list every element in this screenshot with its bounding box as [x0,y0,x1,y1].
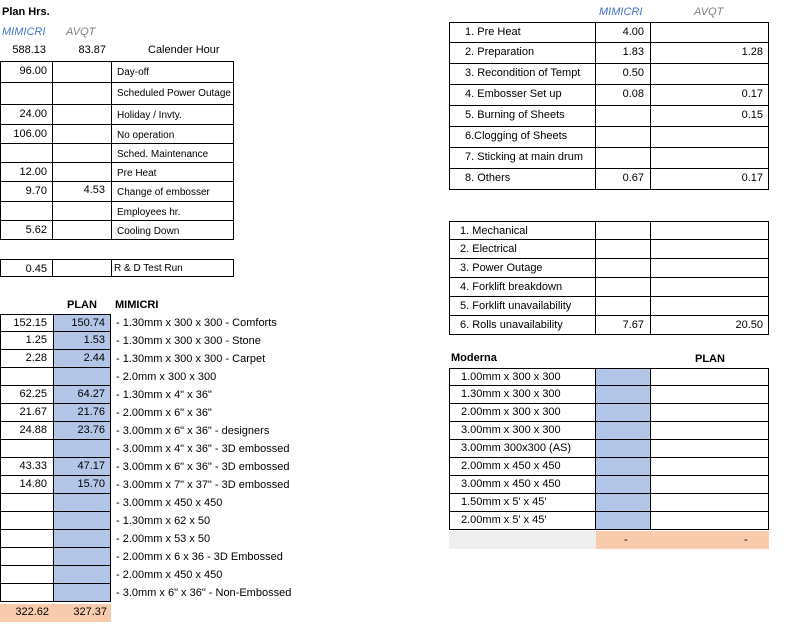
hours-mimicri-cell: 12.00 [0,163,53,182]
production-plan-header: PLAN [67,299,97,311]
delay-mimicri-cell: 1.83 [595,43,651,64]
hours-avqt-cell [52,163,112,182]
moderna-value-cell [650,404,769,422]
breakdown-label-cell: 2. Electrical [449,240,596,259]
delay-mimicri-cell [595,106,651,127]
delay-label-cell: 6.Clogging of Sheets [449,127,596,148]
delay-label-cell: 8. Others [449,169,596,190]
calendar-avqt-value: 83.87 [78,44,106,56]
moderna-size-cell: 3.00mm 300x300 (AS) [449,440,596,458]
production-plan-cell: 21.76 [53,404,111,422]
delay-avqt-cell: 0.17 [650,85,769,106]
production-actual-cell [0,548,53,566]
hours-label-cell: Pre Heat [111,163,234,182]
production-actual-cell: 43.33 [0,458,53,476]
hours-mimicri-cell [0,83,53,105]
moderna-plan-cell [595,512,651,530]
avqt-column-header: AVQT [66,26,96,38]
production-plan-cell [53,530,111,548]
breakdown-label-cell: 4. Forklift breakdown [449,278,596,297]
breakdown-label-cell: 1. Mechanical [449,221,596,240]
production-plan-cell: 23.76 [53,422,111,440]
hours-mimicri-cell: 24.00 [0,105,53,125]
rnd-label-cell: R & D Test Run [111,259,234,277]
production-plan-cell [53,440,111,458]
breakdown-avqt-cell [650,297,769,316]
delay-label-cell: 3. Recondition of Tempt [449,64,596,85]
delay-label-cell: 4. Embosser Set up [449,85,596,106]
plan-hrs-title: Plan Hrs. [2,6,50,18]
breakdown-avqt-cell: 20.50 [650,316,769,335]
delay-label-cell: 2. Preparation [449,43,596,64]
production-plan-cell [53,566,111,584]
production-label: - 3.0mm x 6" x 36" - Non-Embossed [116,587,292,599]
breakdown-label-cell: 5. Forklift unavailability [449,297,596,316]
production-actual-cell [0,566,53,584]
production-label: - 3.00mm x 450 x 450 [116,497,223,509]
production-label: - 3.00mm x 6" x 36" - 3D embossed [116,461,290,473]
calendar-hour-label: Calender Hour [148,44,220,56]
moderna-plan-cell [595,440,651,458]
breakdown-mimicri-cell [595,278,651,297]
moderna-value-cell [650,476,769,494]
production-label: - 1.30mm x 300 x 300 - Carpet [116,353,266,365]
right-mimicri-header: MIMICRI [599,6,643,18]
delay-avqt-cell [650,148,769,169]
moderna-size-cell: 1.00mm x 300 x 300 [449,368,596,386]
moderna-plan-cell [595,386,651,404]
moderna-value-cell [650,512,769,530]
breakdown-mimicri-cell [595,240,651,259]
moderna-size-cell: 2.00mm x 450 x 450 [449,458,596,476]
production-actual-cell: 62.25 [0,386,53,404]
delay-mimicri-cell: 4.00 [595,22,651,43]
delay-mimicri-cell [595,127,651,148]
delay-avqt-cell: 0.17 [650,169,769,190]
breakdown-mimicri-cell: 7.67 [595,316,651,335]
hours-avqt-cell [52,83,112,105]
breakdown-avqt-cell [650,278,769,297]
calendar-mimicri-value: 588.13 [12,44,46,56]
production-plan-cell: 2.44 [53,350,111,368]
production-plan-cell: 47.17 [53,458,111,476]
moderna-plan-cell [595,476,651,494]
hours-mimicri-cell: 5.62 [0,221,53,240]
production-plan-cell: 150.74 [53,314,111,332]
production-plan-cell [53,494,111,512]
production-total-plan: 327.37 [53,604,111,622]
moderna-size-cell: 3.00mm x 300 x 300 [449,422,596,440]
breakdown-avqt-cell [650,259,769,278]
moderna-size-cell: 1.50mm x 5' x 45' [449,494,596,512]
production-label: - 2.0mm x 300 x 300 [116,371,217,383]
hours-avqt-cell [52,144,112,163]
production-label: - 3.00mm x 6" x 36" - designers [116,425,270,437]
moderna-value-cell [650,386,769,404]
production-label: - 2.00mm x 6 x 36 - 3D Embossed [116,551,283,563]
hours-label-cell: Change of embosser [111,182,234,202]
production-label: - 1.30mm x 4" x 36" [116,389,212,401]
moderna-value-cell [650,494,769,512]
moderna-size-cell: 1.30mm x 300 x 300 [449,386,596,404]
hours-label-cell: Cooling Down [111,221,234,240]
production-actual-cell: 2.28 [0,350,53,368]
production-actual-cell [0,440,53,458]
production-mimicri-header: MIMICRI [115,299,159,311]
production-label: - 1.30mm x 300 x 300 - Comforts [116,317,277,329]
production-actual-cell: 152.15 [0,314,53,332]
production-actual-cell: 24.88 [0,422,53,440]
mimicri-column-header: MIMICRI [2,26,46,38]
hours-mimicri-cell: 9.70 [0,182,53,202]
production-total-actual: 322.62 [0,604,53,622]
hours-mimicri-cell [0,144,53,163]
production-actual-cell: 1.25 [0,332,53,350]
rnd-avqt-cell [52,259,112,277]
delay-mimicri-cell: 0.67 [595,169,651,190]
delay-avqt-cell [650,127,769,148]
hours-avqt-cell [52,221,112,240]
hours-label-cell: Day-off [111,61,234,83]
production-label: - 2.00mm x 6" x 36" [116,407,212,419]
hours-label-cell: No operation [111,125,234,144]
production-label: - 3.00mm x 7" x 37" - 3D embossed [116,479,290,491]
breakdown-avqt-cell [650,221,769,240]
moderna-value-cell [650,458,769,476]
hours-avqt-cell [52,125,112,144]
moderna-size-cell: 2.00mm x 5' x 45' [449,512,596,530]
hours-label-cell: Sched. Maintenance [111,144,234,163]
production-plan-cell [53,368,111,386]
delay-avqt-cell [650,64,769,85]
breakdown-label-cell: 3. Power Outage [449,259,596,278]
production-actual-cell: 21.67 [0,404,53,422]
moderna-plan-cell [595,368,651,386]
moderna-plan-cell [595,404,651,422]
production-actual-cell [0,512,53,530]
delay-label-cell: 5. Burning of Sheets [449,106,596,127]
production-label: - 2.00mm x 450 x 450 [116,569,223,581]
production-label: - 3.00mm x 4" x 36" - 3D embossed [116,443,290,455]
breakdown-mimicri-cell [595,259,651,278]
breakdown-mimicri-cell [595,221,651,240]
hours-avqt-cell [52,105,112,125]
moderna-plan-cell [595,458,651,476]
production-actual-cell [0,494,53,512]
production-actual-cell [0,368,53,386]
production-actual-cell [0,584,53,602]
delay-label-cell: 1. Pre Heat [449,22,596,43]
moderna-plan-cell [595,422,651,440]
moderna-total-2: - [651,531,769,549]
delay-mimicri-cell [595,148,651,169]
hours-avqt-cell [52,61,112,83]
production-plan-cell: 1.53 [53,332,111,350]
moderna-total-1: - [596,531,651,549]
hours-label-cell: Employees hr. [111,202,234,221]
moderna-value-cell [650,368,769,386]
delay-label-cell: 7. Sticking at main drum [449,148,596,169]
breakdown-mimicri-cell [595,297,651,316]
right-avqt-header: AVQT [694,6,724,18]
moderna-title: Moderna [451,352,497,364]
production-actual-cell: 14.80 [0,476,53,494]
production-plan-cell [53,584,111,602]
hours-label-cell: Holiday / Invty. [111,105,234,125]
breakdown-label-cell: 6. Rolls unavailability [449,316,596,335]
delay-avqt-cell: 0.15 [650,106,769,127]
moderna-total-label-cell [449,531,596,549]
moderna-size-cell: 3.00mm x 450 x 450 [449,476,596,494]
hours-avqt-cell: 4.53 [52,182,112,202]
moderna-plan-cell [595,494,651,512]
hours-label-cell: Scheduled Power Outage [111,83,234,105]
moderna-value-cell [650,440,769,458]
moderna-value-cell [650,422,769,440]
breakdown-avqt-cell [650,240,769,259]
production-plan-cell: 15.70 [53,476,111,494]
moderna-size-cell: 2.00mm x 300 x 300 [449,404,596,422]
hours-mimicri-cell [0,202,53,221]
production-actual-cell [0,530,53,548]
production-plan-cell: 64.27 [53,386,111,404]
production-label: - 2.00mm x 53 x 50 [116,533,211,545]
delay-mimicri-cell: 0.08 [595,85,651,106]
rnd-mimicri-cell: 0.45 [0,259,53,277]
delay-avqt-cell [650,22,769,43]
production-plan-cell [53,548,111,566]
production-label: - 1.30mm x 300 x 300 - Stone [116,335,261,347]
moderna-plan-header: PLAN [695,353,725,365]
production-plan-cell [53,512,111,530]
production-label: - 1.30mm x 62 x 50 [116,515,211,527]
delay-mimicri-cell: 0.50 [595,64,651,85]
hours-mimicri-cell: 106.00 [0,125,53,144]
hours-mimicri-cell: 96.00 [0,61,53,83]
hours-avqt-cell [52,202,112,221]
delay-avqt-cell: 1.28 [650,43,769,64]
